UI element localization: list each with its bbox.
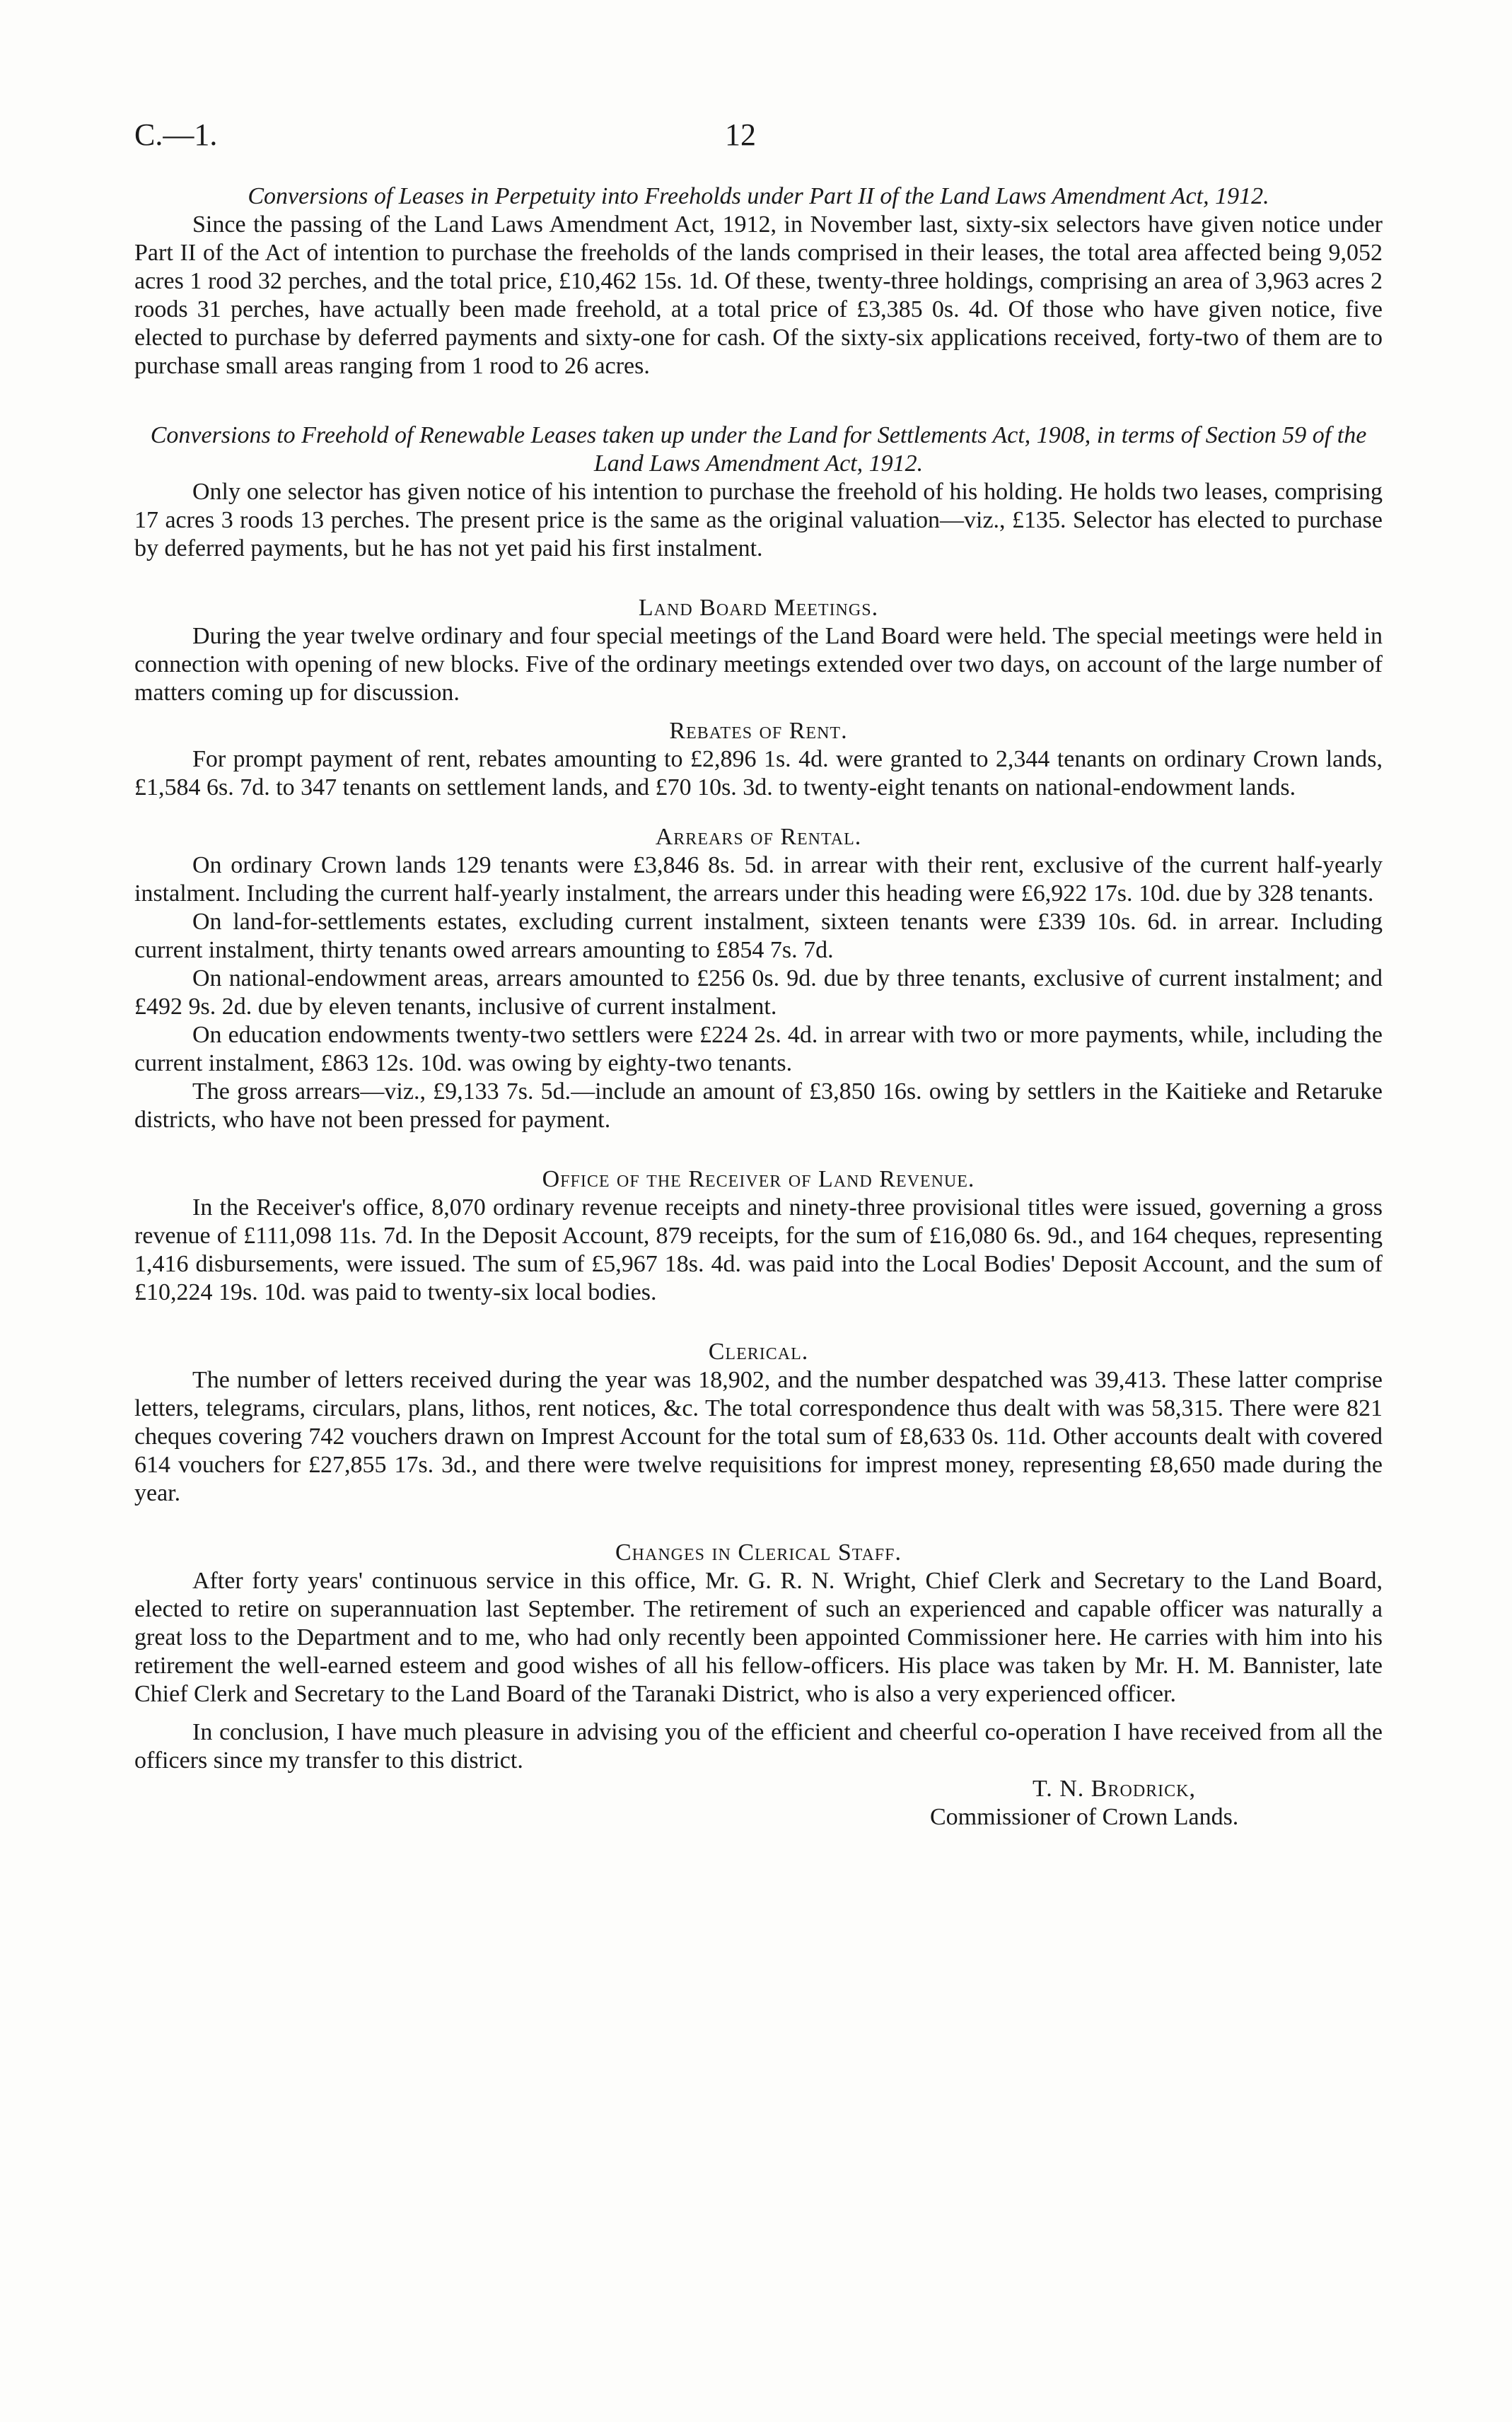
page-header [134,117,1407,159]
paragraph: During the year twelve ordinary and four special meetings of the Land Board were held. The special meetings were held in connection with opening of new blocks. Five of the ordinary meetings extended over two days, on account of the large number of matters coming up for discussion. [134,623,1383,706]
paragraph: On national-endowment areas, arrears amounted to £256 0s. 9d. due by three tenants, exclusive of current instalment; and £492 9s. 2d. due by eleven tenants, inclusive of current instalment. [134,965,1383,1020]
section-heading: Clerical. [708,1339,809,1365]
paragraph: Only one selector has given notice of his intention to purchase the freehold of his holding. He holds two leases, comprising 17 acres 3 roods 13 perches. The present price is the same as the original valuation—viz., £135. Selector has elected to purchase by deferred payments, but he has not yet paid his first instalment. [134,479,1383,561]
section-conversions-perpetuity [134,182,1383,380]
document-reference: C.—1. [134,117,218,152]
paragraph: The number of letters received during the year was 18,902, and the number despatched was 39,413. These latter comprise letters, telegrams, circulars, plans, lithos, rent notices, &c. The total correspondence thus dealt with was 58,315. There were 821 cheques covering 742 vouchers drawn on Imprest Account for the total sum of £8,633 0s. 11d. Other accounts dealt with covered 614 vouchers for £27,855 17s. 3d., and there were twelve requisitions for imprest money, representing £8,650 made during the year. [134,1367,1383,1506]
section-rebates-of-rent [134,717,1383,802]
section-clerical [134,1338,1383,1508]
section-land-board-meetings [134,594,1383,707]
signatory-name: T. N. Brodrick, [1033,1776,1196,1802]
paragraph: For prompt payment of rent, rebates amounting to £2,896 1s. 4d. were granted to 2,344 tenants on ordinary Crown lands, £1,584 6s. 7d. to 347 tenants on settlement lands, and £70 10s. 3d. to twenty-eight tenants on national-endowment lands. [134,746,1383,800]
section-conversions-renewable [134,421,1383,563]
section-heading: Land Board Meetings. [638,595,879,621]
section-heading: Office of the Receiver of Land Revenue. [542,1166,975,1192]
section-arrears-of-rental [134,823,1383,1134]
paragraph: On land-for-settlements estates, excluding current instalment, sixteen tenants were £339 10s. 6d. in arrear. Including current instalment, thirty tenants owed arrears amounting to £854 7s. 7d. [134,909,1383,963]
signature-block [134,1775,1383,1832]
paragraph: Since the passing of the Land Laws Amendment Act, 1912, in November last, sixty-six selectors have given notice under Part II of the Act of intention to purchase the freeholds of the lands comprised in their leases, the total area affected being 9,052 acres 1 rood 32 perches, and the total price, £10,462 15s. 1d. Of these, twenty-three holdings, comprising an area of 3,963 acres 2 roods 31 perches, have actually been made freehold, at a total price of £3,385 0s. 4d. Of those who have given notice, five elected to purchase by deferred payments and sixty-one for cash. Of the sixty-six applications received, forty-two of them are to purchase small areas ranging from 1 rood to 26 acres. [134,211,1383,379]
section-heading: Rebates of Rent. [669,718,848,744]
paragraph: The gross arrears—viz., £9,133 7s. 5d.—include an amount of £3,850 16s. owing by settlers in the Kaitieke and Retaruke districts, who have not been pressed for payment. [134,1078,1383,1133]
paragraph: On ordinary Crown lands 129 tenants were £3,846 8s. 5d. in arrear with their rent, exclusive of the current half-yearly instalment. Including the current half-yearly instalment, the arrears under this heading were £6,922 17s. 10d. due by 328 tenants. [134,852,1383,907]
signatory-title: Commissioner of Crown Lands. [930,1804,1239,1830]
section-heading: Conversions of Leases in Perpetuity into Freeholds under Part II of the Land Laws Amendment Act, 1912. [248,183,1269,209]
paragraph: In the Receiver's office, 8,070 ordinary revenue receipts and ninety-three provisional titles were issued, governing a gross revenue of £111,098 11s. 7d. In the Deposit Account, 879 receipts, for the sum of £16,080 6s. 9d., and 164 cheques, representing 1,416 disbursements, were issued. The sum of £5,967 18s. 4d. was paid into the Local Bodies' Deposit Account, and the sum of £10,224 19s. 10d. was paid to twenty-six local bodies. [134,1194,1383,1305]
section-heading: Arrears of Rental. [655,824,862,850]
page-content [134,182,1383,1832]
section-heading: Conversions to Freehold of Renewable Leases taken up under the Land for Settlements Act, 1908, in terms of Section 59 of the Land Laws Amendment Act, 1912. [150,422,1367,477]
paragraph: After forty years' continuous service in this office, Mr. G. R. N. Wright, Chief Clerk and Secretary to the Land Board, elected to retire on superannuation last September. The retirement of such an experienced and capable officer was naturally a great loss to the Department and to me, who had only recently been appointed Commissioner here. He carries with him into his retirement the well-earned esteem and good wishes of all his fellow-officers. His place was taken by Mr. H. M. Bannister, late Chief Clerk and Secretary to the Land Board of the Taranaki District, who is also a very experienced officer. [134,1568,1383,1707]
section-heading: Changes in Clerical Staff. [615,1539,902,1566]
paragraph: In conclusion, I have much pleasure in advising you of the efficient and cheerful co-operation I have received from all the officers since my transfer to this district. [134,1719,1383,1774]
page-number: 12 [725,117,756,152]
section-clerical-staff [134,1539,1383,1775]
section-receiver-office [134,1165,1383,1307]
paragraph: On education endowments twenty-two settlers were £224 2s. 4d. in arrear with two or more payments, while, including the current instalment, £863 12s. 10d. was owing by eighty-two tenants. [134,1022,1383,1076]
